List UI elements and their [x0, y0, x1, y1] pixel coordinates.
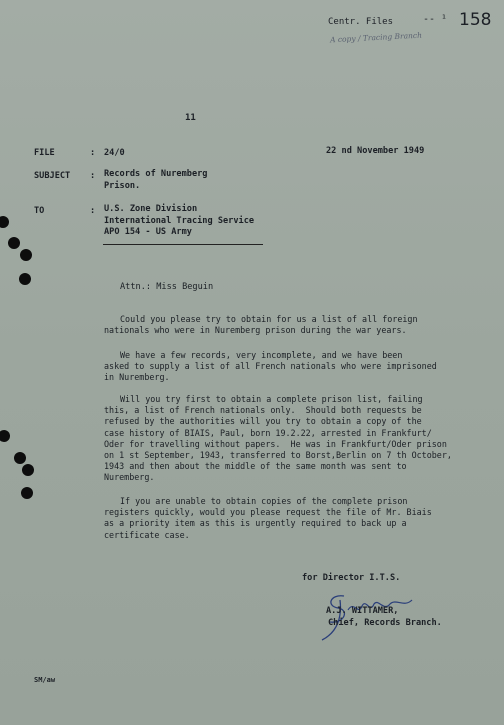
paragraph-line: We have a few records, very incomplete, and we have been	[120, 350, 403, 360]
punch-hole	[22, 464, 34, 476]
paragraph-line: as a priority item as this is urgently required to back up a	[104, 518, 407, 529]
punch-hole	[8, 237, 20, 249]
subject-label: SUBJECT	[34, 171, 71, 181]
handwritten-note: A copy / Tracing Branch	[329, 30, 423, 45]
subject-colon: :	[90, 171, 96, 181]
paragraph-1	[104, 314, 418, 336]
divider-rule	[103, 244, 263, 245]
signatory-title: Chief, Records Branch.	[328, 618, 442, 628]
paragraph-3	[104, 394, 452, 484]
paragraph-line: asked to supply a list of all French nationals who were imprisoned	[104, 361, 437, 372]
dash-mark: -- ¹	[423, 14, 448, 25]
centr-files-label: Centr. Files	[328, 17, 394, 27]
file-label: FILE	[34, 148, 55, 158]
reference-number: 11	[185, 113, 196, 123]
paragraph-2	[104, 350, 437, 384]
subject-value	[104, 169, 207, 192]
paragraph-line: Could you please try to obtain for us a list of all foreign	[120, 314, 418, 324]
attention-line: Attn.: Miss Beguin	[120, 282, 214, 292]
for-director-line: for Director I.T.S.	[302, 573, 401, 583]
typist-initials: SM/aw	[34, 676, 56, 684]
paragraph-4	[104, 496, 432, 541]
file-colon: :	[90, 148, 96, 158]
paragraph-line: in Nuremberg.	[104, 372, 170, 383]
paragraph-line: Will you try first to obtain a complete prison list, failing	[120, 394, 423, 404]
paragraph-line: on 1 st September, 1943, transferred to Borst,Berlin on 7 th October,	[104, 450, 452, 461]
to-line: International Tracing Service	[104, 215, 255, 226]
to-colon: :	[90, 206, 96, 216]
paragraph-line: If you are unable to obtain copies of the complete prison	[120, 496, 408, 506]
punch-hole	[20, 249, 32, 261]
punch-hole	[21, 487, 33, 499]
subject-line: Records of Nuremberg	[104, 169, 208, 179]
paragraph-line: 1943 and then about the middle of the same month was sent to	[104, 461, 407, 472]
to-address	[104, 204, 254, 239]
punch-hole	[19, 273, 31, 285]
signatory-name: A.J. WITTAMER,	[326, 606, 399, 616]
paragraph-line: Oder for travelling without papers. He was in Frankfurt/Oder prison	[104, 438, 447, 449]
punch-hole	[0, 216, 9, 228]
paragraph-line: refused by the authorities will you try to obtain a copy of the	[104, 416, 422, 427]
paragraph-line: Nuremberg.	[104, 472, 155, 483]
file-value: 24/0	[104, 148, 125, 158]
paragraph-line: nationals who were in Nuremberg prison during the war years.	[104, 325, 407, 336]
memo-date: 22 nd November 1949	[326, 146, 425, 156]
subject-line: Prison.	[104, 180, 141, 191]
paragraph-line: case history of BIAIS, Paul, born 19.2.22, arrested in Frankfurt/	[104, 427, 432, 438]
punch-hole	[0, 430, 10, 442]
paragraph-line: certificate case.	[104, 529, 190, 540]
punch-hole	[14, 452, 26, 464]
paragraph-line: this, a list of French nationals only. Should both requests be	[104, 405, 422, 416]
to-line: APO 154 - US Army	[104, 227, 192, 237]
to-label: TO	[34, 206, 45, 216]
paragraph-line: registers quickly, would you please request the file of Mr. Biais	[104, 507, 432, 518]
to-line: U.S. Zone Division	[104, 204, 198, 214]
page-number: 158	[459, 10, 492, 30]
